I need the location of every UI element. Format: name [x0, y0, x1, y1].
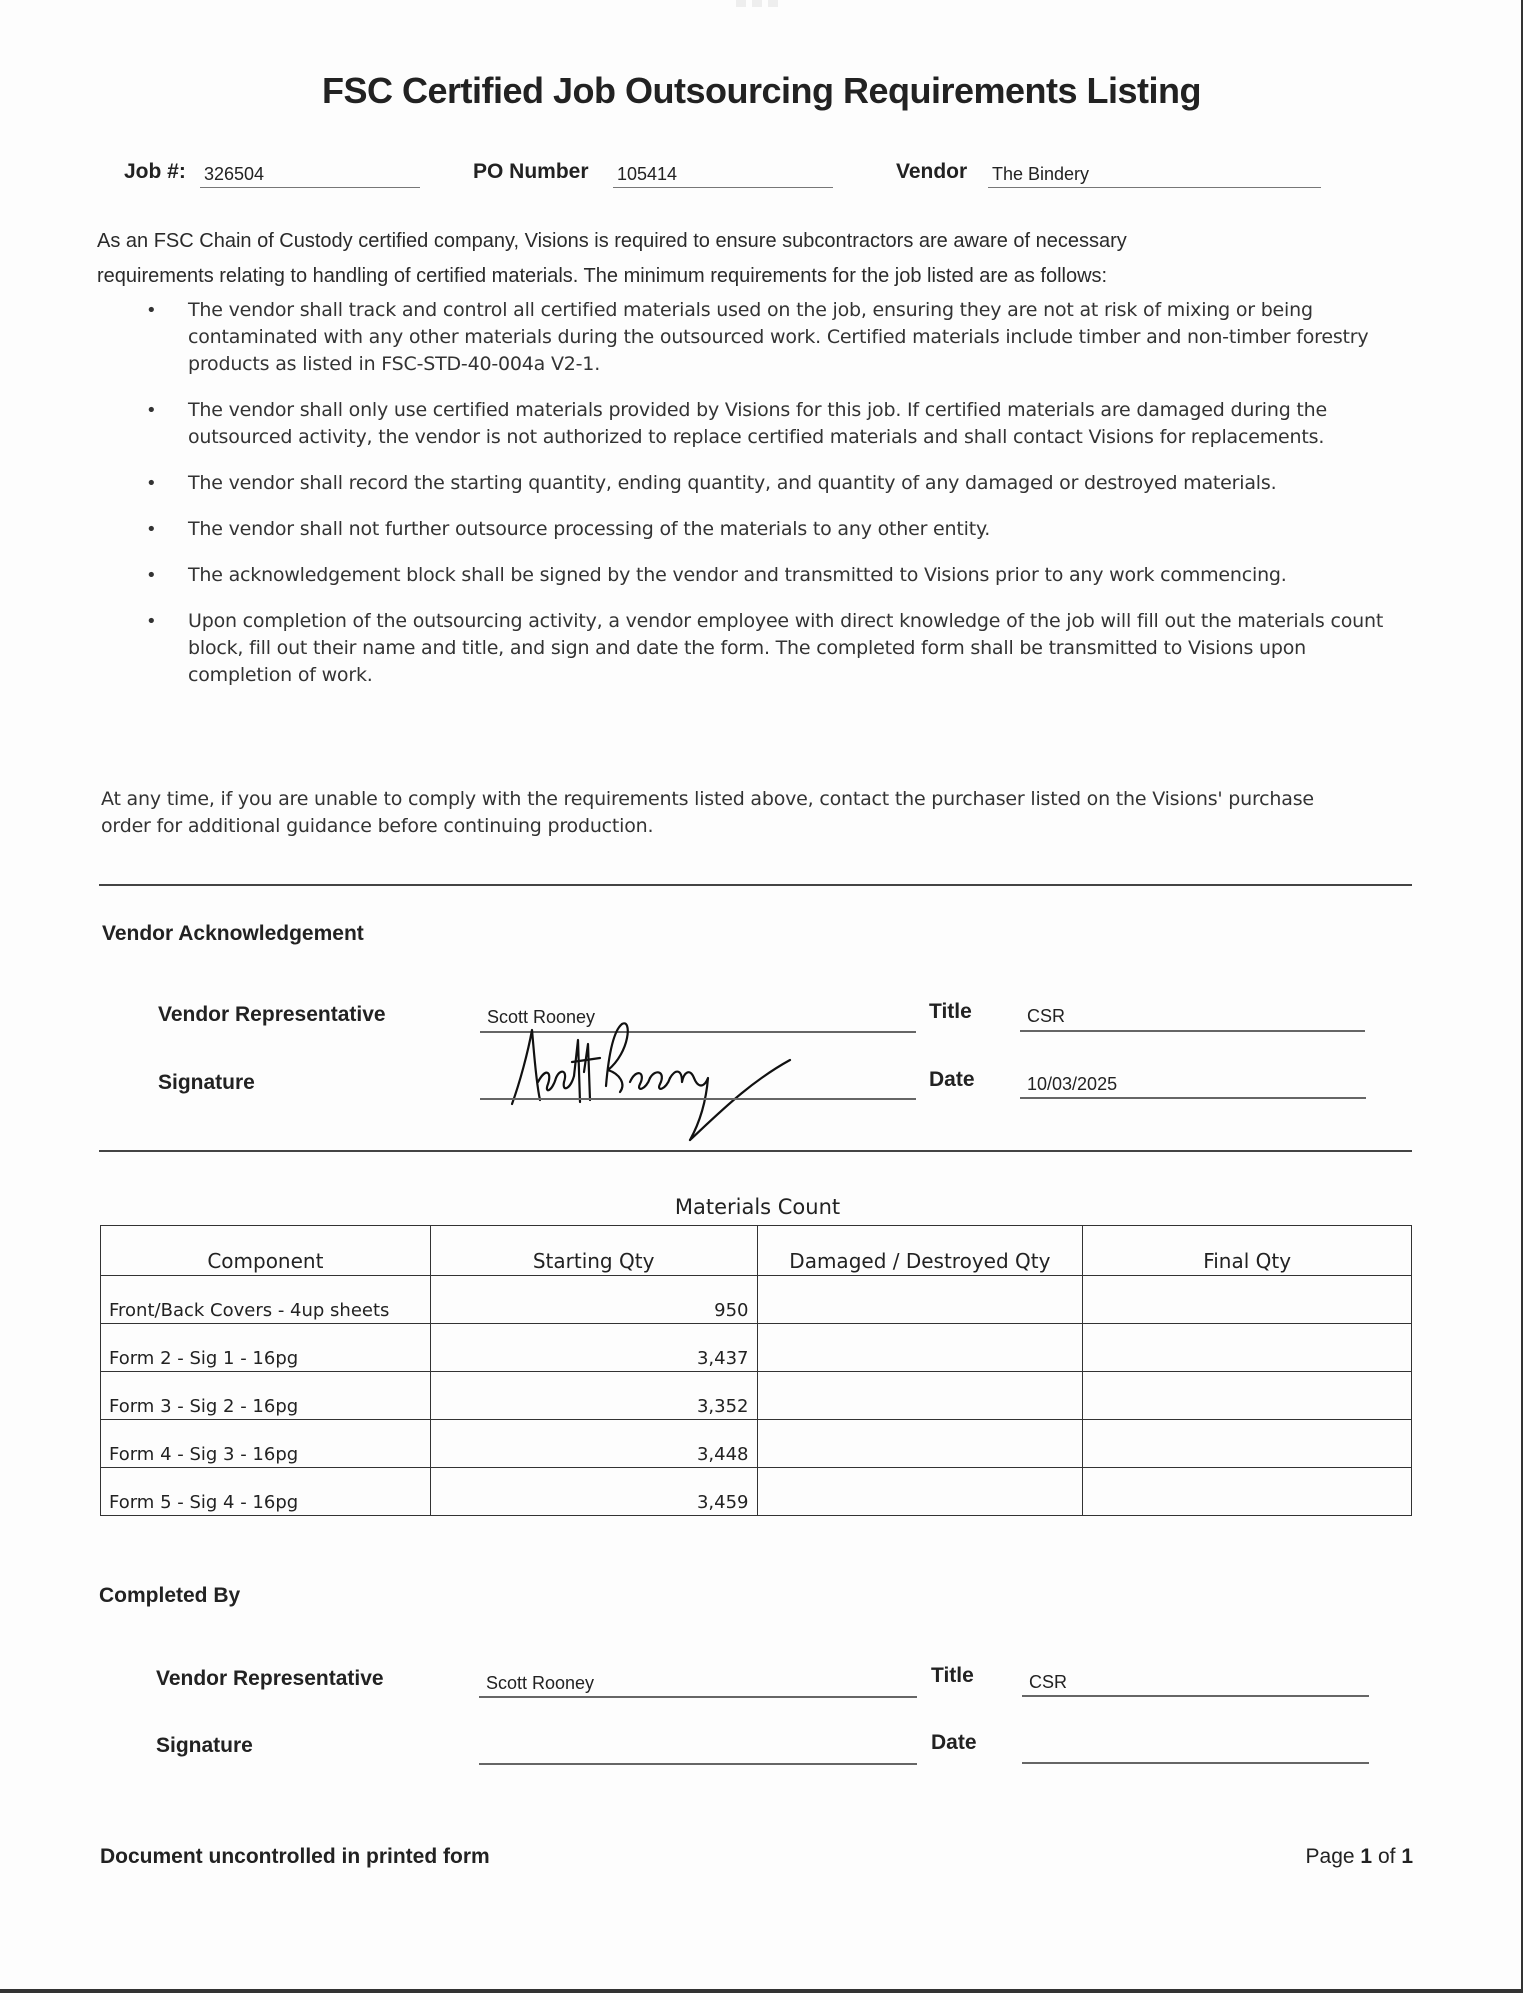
- section-divider: [99, 1150, 1412, 1152]
- bullet-icon: •: [146, 611, 157, 632]
- section-divider: [99, 884, 1412, 886]
- signature-scribble-icon: [490, 1012, 850, 1152]
- page-of: of: [1377, 1845, 1396, 1868]
- completed-rep-field[interactable]: Scott Rooney: [486, 1673, 595, 1693]
- page-prefix: Page: [1305, 1845, 1355, 1868]
- requirement-item: • The vendor shall track and control all certified materials used on the job, ensuring they are not at risk of mixing or being contaminated with any other materials during the outsourced work. Certified materials include timber and non-timber forestry products as listed in FSC-STD-40-004a V2-1.: [146, 299, 1369, 375]
- cell-starting-qty[interactable]: 3,459: [430, 1468, 757, 1516]
- table-header-row: [101, 1226, 1412, 1276]
- intro-line-1: As an FSC Chain of Custody certified company, Visions is required to ensure subcontractors are aware of necessary: [97, 230, 1127, 252]
- requirement-item: • The vendor shall not further outsource processing of the materials to any other entity.: [188, 516, 1403, 543]
- bullet-icon: •: [146, 300, 157, 321]
- bullet-icon: •: [146, 519, 157, 540]
- closing-note: At any time, if you are unable to comply with the requirements listed above, contact the purchaser listed on the Visions' purchase order for additional guidance before continuing production.: [101, 788, 1314, 837]
- po-number-field[interactable]: 105414: [613, 164, 833, 188]
- cell-starting-qty[interactable]: 950: [430, 1276, 757, 1324]
- completed-title-underline: [1022, 1695, 1369, 1697]
- page-current: 1: [1360, 1845, 1373, 1868]
- completed-signature-label: Signature: [156, 1734, 253, 1757]
- requirement-item: • Upon completion of the outsourcing activity, a vendor employee with direct knowledge of the job will fill out the materials count block, fill out their name and title, and sign and date the form. The completed form shall be transmitted to Visions upon completion of work.: [146, 610, 1384, 686]
- table-row: [101, 1468, 1412, 1516]
- cell-damaged-qty[interactable]: [757, 1420, 1083, 1468]
- table-row: [101, 1420, 1412, 1468]
- intro-line-2: requirements relating to handling of certified materials. The minimum requirements for the job listed are as follows:: [97, 265, 1108, 287]
- cell-starting-qty[interactable]: 3,448: [430, 1420, 757, 1468]
- scan-edge-bottom: [0, 1989, 1523, 1993]
- cell-final-qty[interactable]: [1083, 1276, 1412, 1324]
- completed-date-underline: [1022, 1762, 1369, 1764]
- completed-date-label: Date: [931, 1731, 977, 1754]
- cell-component: Form 2 - Sig 1 - 16pg: [101, 1324, 431, 1372]
- page-total: 1: [1401, 1845, 1413, 1868]
- cell-component: Form 3 - Sig 2 - 16pg: [101, 1372, 431, 1420]
- document-title: FSC Certified Job Outsourcing Requirements Listing: [321, 70, 1202, 111]
- bullet-icon: •: [146, 565, 157, 586]
- completed-by-heading: Completed By: [99, 1584, 241, 1607]
- cell-damaged-qty[interactable]: [757, 1372, 1083, 1420]
- requirements-list: [146, 297, 1403, 689]
- cell-component: Front/Back Covers - 4up sheets: [101, 1276, 431, 1324]
- ack-rep-field[interactable]: Scott Rooney: [487, 1007, 596, 1027]
- table-row: [101, 1372, 1412, 1420]
- cell-final-qty[interactable]: [1083, 1324, 1412, 1372]
- ack-title-field[interactable]: CSR: [1027, 1006, 1066, 1026]
- completed-signature-field[interactable]: [486, 1738, 916, 1762]
- job-number-field[interactable]: 326504: [200, 164, 420, 188]
- vendor-acknowledgement-heading: Vendor Acknowledgement: [102, 922, 364, 945]
- ack-title-label: Title: [929, 1000, 972, 1023]
- bullet-icon: •: [146, 400, 157, 421]
- completed-rep-underline: [479, 1696, 917, 1698]
- table-row: [101, 1324, 1412, 1372]
- requirement-item: • The acknowledgement block shall be signed by the vendor and transmitted to Visions prior to any work commencing.: [188, 562, 1403, 589]
- cell-final-qty[interactable]: [1083, 1420, 1412, 1468]
- cell-starting-qty[interactable]: 3,352: [430, 1372, 757, 1420]
- cell-damaged-qty[interactable]: [757, 1324, 1083, 1372]
- handwritten-signature[interactable]: [490, 1012, 850, 1152]
- ack-title-underline: [1020, 1030, 1365, 1032]
- page-indicator: [1306, 1845, 1413, 1869]
- cell-starting-qty[interactable]: 3,437: [430, 1324, 757, 1372]
- col-header-starting-qty: Starting Qty: [430, 1226, 757, 1276]
- ack-date-field[interactable]: 10/03/2025: [1027, 1074, 1118, 1094]
- completed-date-field[interactable]: [1029, 1738, 1369, 1762]
- table-row: [101, 1276, 1412, 1324]
- cell-final-qty[interactable]: [1083, 1468, 1412, 1516]
- ack-signature-underline: [480, 1098, 916, 1100]
- cell-damaged-qty[interactable]: [757, 1276, 1083, 1324]
- vendor-label: Vendor: [896, 160, 968, 183]
- ack-rep-label: Vendor Representative: [158, 1003, 386, 1026]
- requirement-item: • The vendor shall record the starting quantity, ending quantity, and quantity of any damaged or destroyed materials.: [188, 470, 1403, 497]
- cell-damaged-qty[interactable]: [757, 1468, 1083, 1516]
- footer-uncontrolled-note: Document uncontrolled in printed form: [100, 1845, 490, 1868]
- scan-artifact: [736, 0, 782, 7]
- col-header-final-qty: Final Qty: [1083, 1226, 1412, 1276]
- completed-title-label: Title: [931, 1664, 974, 1687]
- completed-title-field[interactable]: CSR: [1029, 1672, 1068, 1692]
- completed-rep-label: Vendor Representative: [156, 1667, 384, 1690]
- materials-count-table: [100, 1225, 1412, 1516]
- materials-count-caption: Materials Count: [674, 1195, 841, 1219]
- ack-date-underline: [1020, 1097, 1366, 1099]
- bullet-icon: •: [146, 473, 157, 494]
- requirement-item: • The vendor shall only use certified materials provided by Visions for this job. If certified materials are damaged during the outsourced activity, the vendor is not authorized to replace certified materials and shall contact Visions for replacements.: [146, 399, 1327, 448]
- col-header-damaged-qty: Damaged / Destroyed Qty: [757, 1226, 1083, 1276]
- cell-component: Form 4 - Sig 3 - 16pg: [101, 1420, 431, 1468]
- vendor-field[interactable]: The Bindery: [988, 164, 1321, 188]
- po-number-label: PO Number: [473, 160, 589, 183]
- completed-signature-underline: [479, 1763, 917, 1765]
- cell-final-qty[interactable]: [1083, 1372, 1412, 1420]
- ack-date-label: Date: [929, 1068, 975, 1091]
- job-number-label: Job #:: [124, 160, 186, 183]
- cell-component: Form 5 - Sig 4 - 16pg: [101, 1468, 431, 1516]
- intro-paragraph: [97, 224, 1427, 294]
- ack-signature-label: Signature: [158, 1071, 255, 1094]
- col-header-component: Component: [101, 1226, 431, 1276]
